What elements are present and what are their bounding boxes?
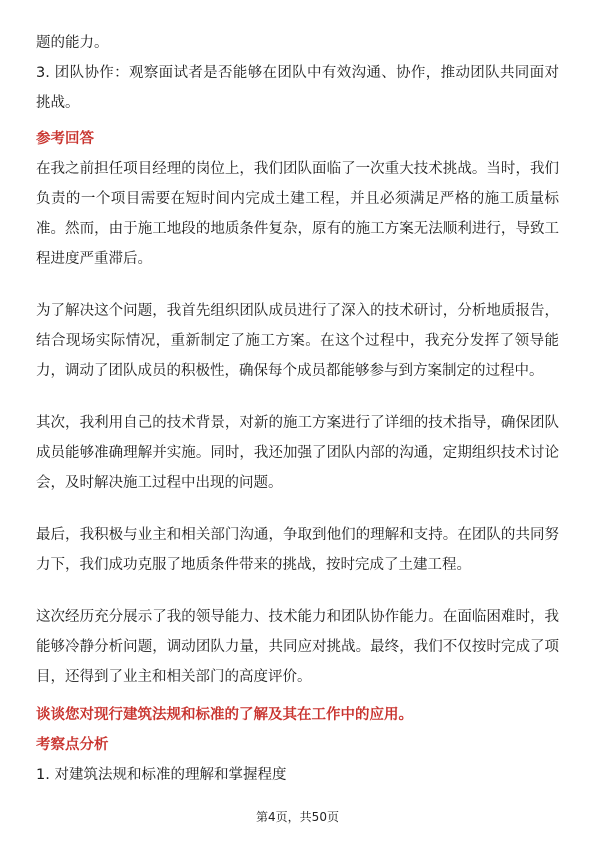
page-footer: 第4页，共50页 <box>256 810 339 824</box>
criteria-item-1: 1. 对建筑法规和标准的理解和掌握程度 <box>36 767 287 783</box>
previous-paragraph-tail: 题的能力。 <box>36 35 109 51</box>
document-body <box>36 28 559 790</box>
answer-paragraph-2: 为了解决这个问题，我首先组织团队成员进行了深入的技术研讨，分析地质报告，结合现场实际情况，重新制定了施工方案。在这个过程中，我充分发挥了领导能力，调动了团队成员的积极性，确保每个成员都能够参与到方案制定的过程中。 <box>36 303 559 379</box>
analysis-heading: 考察点分析 <box>36 737 109 753</box>
answer-paragraph-3: 其次，我利用自己的技术背景，对新的施工方案进行了详细的技术指导，确保团队成员能够准确理解并实施。同时，我还加强了团队内部的沟通，定期组织技术讨论会，及时解决施工过程中出现的问题。 <box>36 415 559 491</box>
criteria-item-3: 3. 团队协作：观察面试者是否能够在团队中有效沟通、协作，推动团队共同面对挑战。 <box>36 65 559 111</box>
reference-answer-heading: 参考回答 <box>36 131 94 147</box>
answer-paragraph-5: 这次经历充分展示了我的领导能力、技术能力和团队协作能力。在面临困难时，我能够冷静分析问题，调动团队力量，共同应对挑战。最终，我们不仅按时完成了项目，还得到了业主和相关部门的高度评价。 <box>36 609 559 685</box>
answer-paragraph-1: 在我之前担任项目经理的岗位上，我们团队面临了一次重大技术挑战。当时，我们负责的一个项目需要在短时间内完成土建工程，并且必须满足严格的施工质量标准。然而，由于施工地段的地质条件复杂，原有的施工方案无法顺利进行，导致工程进度严重滞后。 <box>36 161 559 267</box>
question-heading: 谈谈您对现行建筑法规和标准的了解及其在工作中的应用。 <box>36 707 413 723</box>
answer-paragraph-4: 最后，我积极与业主和相关部门沟通，争取到他们的理解和支持。在团队的共同努力下，我们成功克服了地质条件带来的挑战，按时完成了土建工程。 <box>36 527 559 573</box>
